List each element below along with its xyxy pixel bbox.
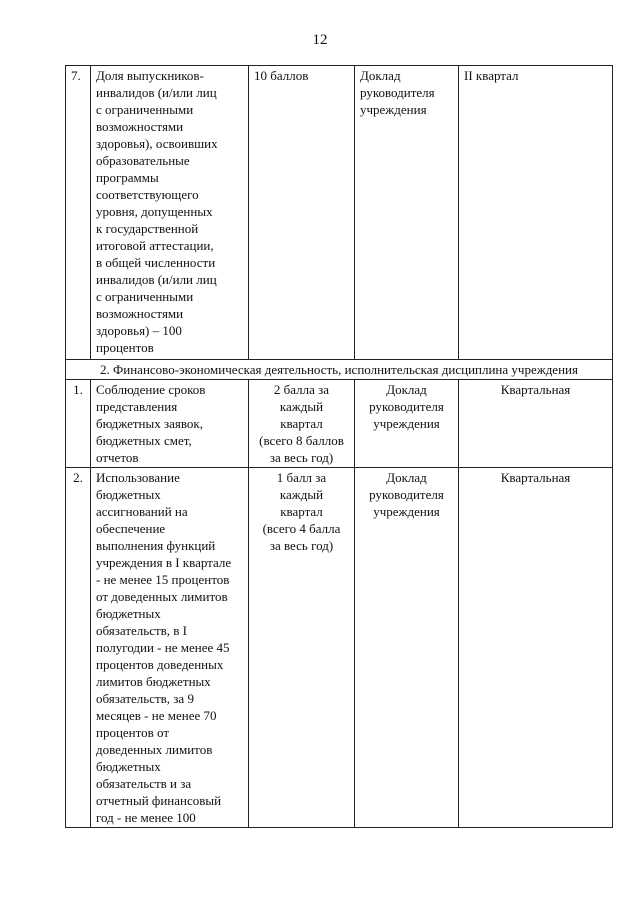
section-header-row bbox=[66, 360, 613, 380]
criteria-table bbox=[65, 65, 613, 828]
period-cell: II квартал bbox=[459, 66, 613, 360]
row-number: 7. bbox=[66, 66, 91, 360]
row-number: 1. bbox=[66, 380, 91, 468]
table-row bbox=[66, 66, 613, 360]
points-cell: 10 баллов bbox=[249, 66, 355, 360]
source-cell: Доклад руководителя учреждения bbox=[355, 66, 459, 360]
source-cell: Доклад руководителя учреждения bbox=[355, 468, 459, 828]
period-cell: Квартальная bbox=[459, 380, 613, 468]
points-cell: 1 балл за каждый квартал (всего 4 балла за весь год) bbox=[249, 468, 355, 828]
table-row bbox=[66, 468, 613, 828]
criterion-cell: Соблюдение сроков представления бюджетных заявок, бюджетных смет, отчетов bbox=[91, 380, 249, 468]
points-cell: 2 балла за каждый квартал (всего 8 баллов за весь год) bbox=[249, 380, 355, 468]
source-cell: Доклад руководителя учреждения bbox=[355, 380, 459, 468]
criterion-cell: Использование бюджетных ассигнований на обеспечение выполнения функций учреждения в I квартале - не менее 15 процентов от доведенных лимитов бюджетных обязательств, в I полугодии - не менее 45 процентов доведенных лимитов бюджетных обязательств, за 9 месяцев - не менее 70 процентов от доведенных лимитов бюджетных обязательств и за отчетный финансовый год - не менее 100 bbox=[91, 468, 249, 828]
table-row bbox=[66, 380, 613, 468]
row-number: 2. bbox=[66, 468, 91, 828]
section-title: 2. Финансово-экономическая деятельность, исполнительская дисциплина учреждения bbox=[66, 360, 613, 380]
criterion-cell: Доля выпускников- инвалидов (и/или лиц с ограниченными возможностями здоровья), освоивших образовательные программы соответствующего уровня, допущенных к государственной итоговой аттестации, в общей численности инвалидов (и/или лиц с ограниченными возможностями здоровья) – 100 процентов bbox=[91, 66, 249, 360]
period-cell: Квартальная bbox=[459, 468, 613, 828]
page-number: 12 bbox=[312, 32, 328, 48]
